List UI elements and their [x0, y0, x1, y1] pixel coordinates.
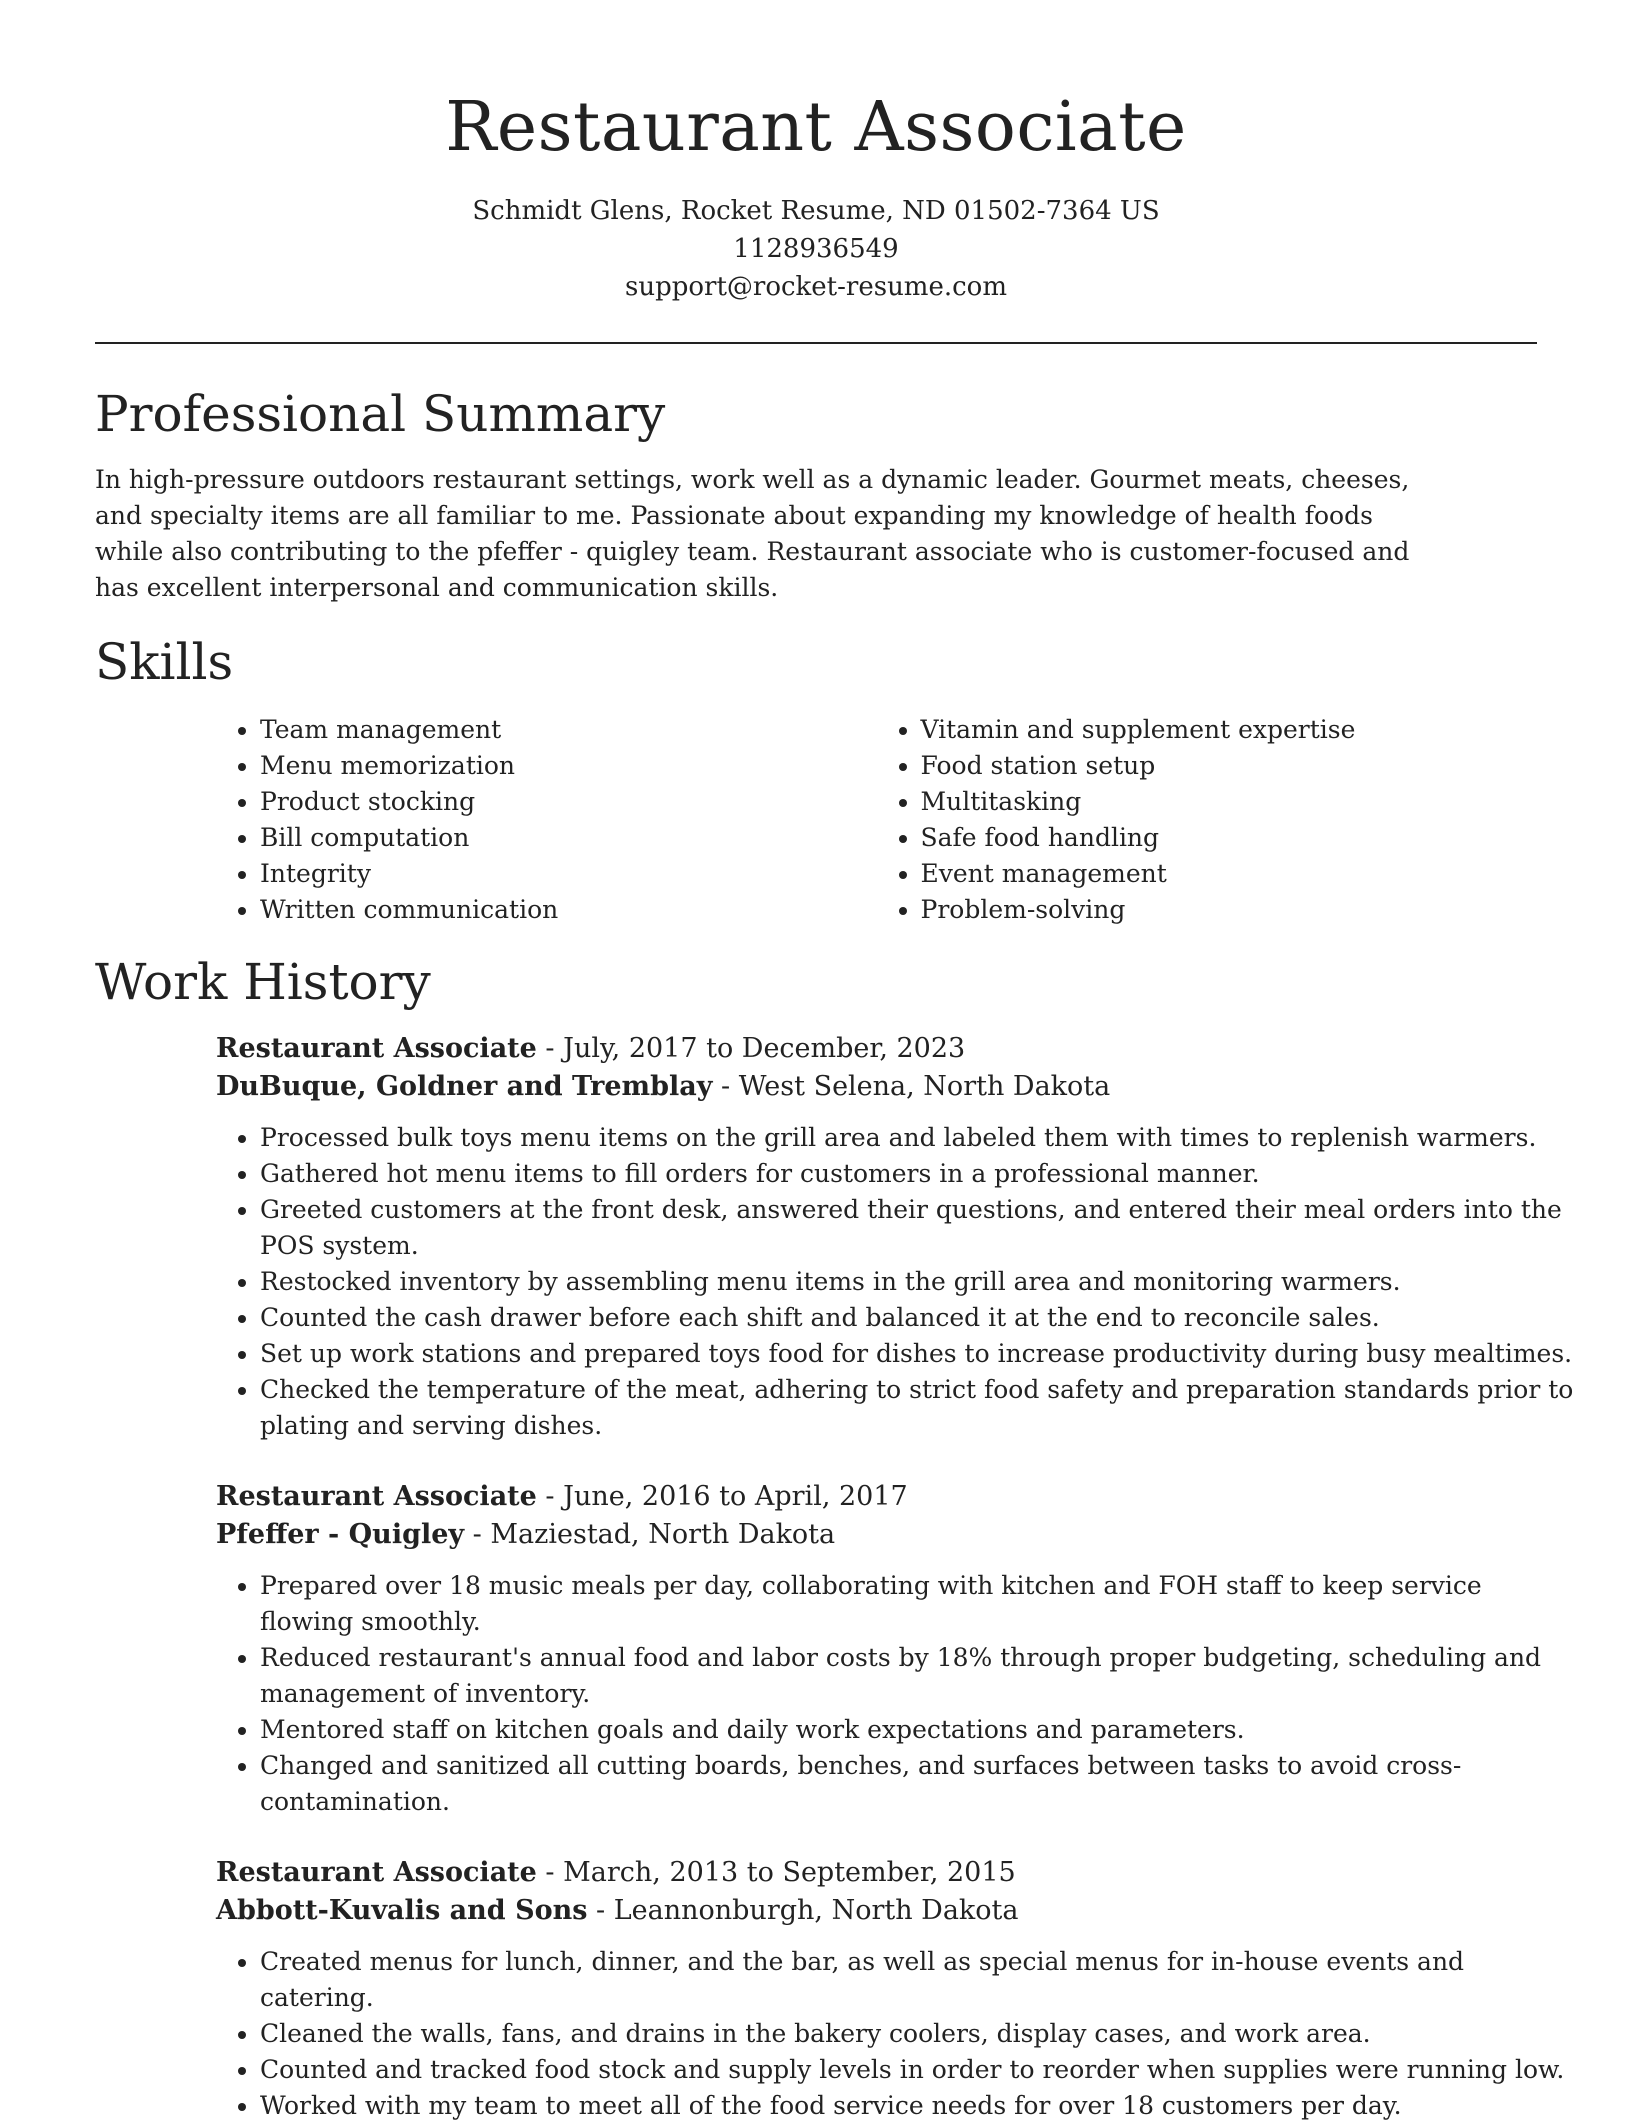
work-history-heading: Work History: [95, 953, 431, 1011]
job-separator: -: [587, 1895, 614, 1926]
job-separator: -: [712, 1071, 739, 1102]
skills-column-right: [877, 712, 1538, 928]
job-dates: June, 2016 to April, 2017: [563, 1481, 908, 1512]
job-bullet: • Changed and sanitized all cutting boards, benches, and surfaces between tasks to avoid cross-contamination.: [260, 1748, 1580, 1820]
skill-item: • Integrity: [260, 856, 877, 892]
job-separator: -: [464, 1519, 491, 1550]
resume-page: [95, 0, 1574, 2124]
job-position: Restaurant Associate: [216, 1857, 537, 1888]
job-location: West Selena, North Dakota: [738, 1071, 1111, 1102]
header-divider: [95, 342, 1537, 344]
job-bullet: • Counted the cash drawer before each shift and balanced it at the end to reconcile sales.: [260, 1300, 1580, 1336]
job-location: Maziestad, North Dakota: [490, 1519, 836, 1550]
job-bullet: • Mentored staff on kitchen goals and daily work expectations and parameters.: [260, 1712, 1580, 1748]
resume-name: Restaurant Associate: [445, 88, 1187, 167]
job-location: Leannonburgh, North Dakota: [613, 1895, 1019, 1926]
skill-item: • Team management: [260, 712, 877, 748]
job-company: Abbott-Kuvalis and Sons: [216, 1895, 588, 1926]
work-history-list: [216, 1030, 1574, 2124]
job-bullets: [216, 1120, 1580, 1444]
job-separator: -: [536, 1481, 564, 1512]
skill-item: • Product stocking: [260, 784, 877, 820]
job-company-line: [216, 1068, 1537, 1106]
skill-item: • Problem-solving: [921, 892, 1538, 928]
contact-phone: 1128936549: [733, 234, 899, 264]
job-bullet: • Cleaned the walls, fans, and drains in the bakery coolers, display cases, and work area.: [260, 2016, 1580, 2052]
skills-heading: Skills: [95, 633, 234, 691]
job-separator: -: [536, 1033, 564, 1064]
skills-grid: [216, 712, 1537, 928]
summary-heading: Professional Summary: [95, 385, 666, 443]
job-company-line: [216, 1516, 1537, 1554]
skill-item: • Food station setup: [921, 748, 1538, 784]
job-position: Restaurant Associate: [216, 1033, 537, 1064]
job-bullet: • Prepared over 18 music meals per day, collaborating with kitchen and FOH staff to keep service flowing smoothly.: [260, 1568, 1580, 1640]
job-company: Pfeffer - Quigley: [216, 1519, 465, 1550]
job-bullet: • Set up work stations and prepared toys food for dishes to increase productivity during busy mealtimes.: [260, 1336, 1580, 1372]
job-bullet: • Greeted customers at the front desk, answered their questions, and entered their meal orders into the POS system.: [260, 1192, 1580, 1264]
contact-block: [95, 192, 1537, 306]
skill-item: • Vitamin and supplement expertise: [921, 712, 1538, 748]
skill-item: • Event management: [921, 856, 1538, 892]
job-dates: July, 2017 to December, 2023: [563, 1033, 966, 1064]
job-bullet: • Restocked inventory by assembling menu items in the grill area and monitoring warmers.: [260, 1264, 1580, 1300]
contact-address: Schmidt Glens, Rocket Resume, ND 01502-7364 US: [472, 196, 1160, 226]
job-bullet: • Reduced restaurant's annual food and labor costs by 18% through proper budgeting, scheduling and management of inventory.: [260, 1640, 1580, 1712]
job-bullets: [216, 1568, 1580, 1820]
job-bullet: • Processed bulk toys menu items on the grill area and labeled them with times to replenish warmers.: [260, 1120, 1580, 1156]
job-bullet: • Gathered hot menu items to fill orders for customers in a professional manner.: [260, 1156, 1580, 1192]
job-title-line: [216, 1030, 1537, 1068]
job-entry: [216, 1030, 1574, 1444]
skill-item: • Bill computation: [260, 820, 877, 856]
skill-item: • Menu memorization: [260, 748, 877, 784]
skill-item: • Multitasking: [921, 784, 1538, 820]
job-position: Restaurant Associate: [216, 1481, 537, 1512]
job-bullet: • Created menus for lunch, dinner, and the bar, as well as special menus for in-house events and catering.: [260, 1944, 1580, 2016]
job-bullet: • Counted and tracked food stock and supply levels in order to reorder when supplies were running low.: [260, 2052, 1580, 2088]
job-company-line: [216, 1892, 1537, 1930]
resume-header: [95, 0, 1537, 306]
skill-item: • Written communication: [260, 892, 877, 928]
job-title-line: [216, 1478, 1537, 1516]
skill-item: • Safe food handling: [921, 820, 1538, 856]
job-entry: [216, 1478, 1542, 1820]
job-separator: -: [536, 1857, 564, 1888]
job-bullet: • Checked the temperature of the meat, adhering to strict food safety and preparation standards prior to plating and serving dishes.: [260, 1372, 1580, 1444]
job-dates: March, 2013 to September, 2015: [563, 1857, 1016, 1888]
contact-email: support@rocket-resume.com: [624, 272, 1007, 302]
summary-text: In high-pressure outdoors restaurant settings, work well as a dynamic leader. Gourmet meats, cheeses, and specialty items are all familiar to me. Passionate about expanding my knowledge of health foods while also contributing to the pfeffer - quigley team. Restaurant associate who is customer-focused and has excellent interpersonal and communication skills.: [95, 465, 1410, 602]
job-bullet: • Worked with my team to meet all of the food service needs for over 18 customers per day.: [260, 2088, 1580, 2124]
job-title-line: [216, 1854, 1537, 1892]
skills-column-left: [216, 712, 877, 928]
job-entry: [216, 1854, 1565, 2124]
job-company: DuBuque, Goldner and Tremblay: [216, 1071, 713, 1102]
job-bullets: [216, 1944, 1580, 2124]
